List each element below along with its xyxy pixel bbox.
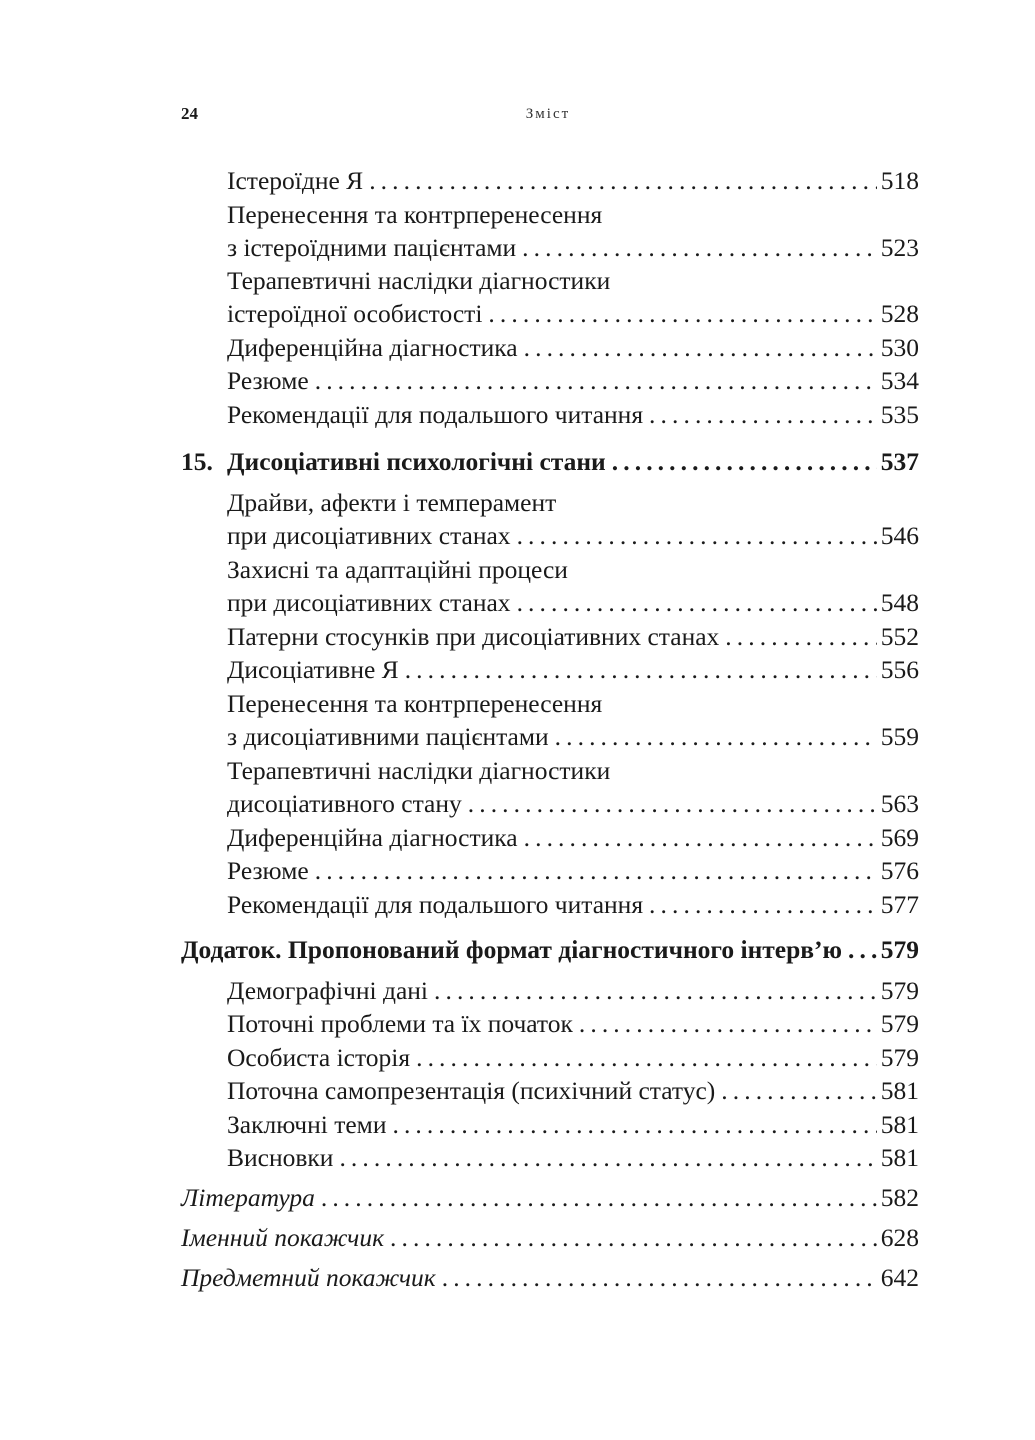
- dot-leader: [488, 297, 876, 331]
- dot-leader: [725, 620, 876, 654]
- dot-leader: [339, 1141, 876, 1175]
- toc-entry: [227, 653, 919, 687]
- toc-page-number: 642: [880, 1263, 919, 1292]
- toc-entry-title: [227, 519, 511, 553]
- toc-entry: [181, 1181, 919, 1215]
- toc-entry-title-text: Рекомендації для подальшого читання: [227, 890, 644, 919]
- dot-leader: [524, 821, 877, 855]
- toc-entry-title: [227, 1141, 333, 1175]
- toc-entry-title: [227, 821, 518, 855]
- toc-entry-title: [227, 1041, 410, 1075]
- toc-page-number: 523: [880, 233, 919, 262]
- toc-page-number: 581: [880, 1076, 919, 1105]
- toc-entry: [227, 620, 919, 654]
- toc-page-number: 581: [880, 1143, 919, 1172]
- toc-entry-title: [227, 1108, 386, 1142]
- toc-entry: [181, 1261, 919, 1295]
- toc-entry-title: [227, 888, 643, 922]
- dot-leader: [721, 1074, 876, 1108]
- toc-entry-title-text: Резюме: [227, 856, 309, 885]
- toc-entry-title-text: Особиста історія: [227, 1043, 411, 1072]
- dot-leader: [524, 331, 877, 365]
- dot-leader: [442, 1261, 877, 1295]
- toc-entry-title: [227, 297, 482, 331]
- toc-page-number: 579: [880, 1009, 919, 1038]
- dot-leader: [649, 888, 877, 922]
- toc-entry: [227, 398, 919, 432]
- toc-entry: [181, 1221, 919, 1255]
- toc-entry: [227, 1074, 919, 1108]
- toc-page-number: 579: [880, 1043, 919, 1072]
- toc-entry: [181, 933, 919, 967]
- toc-entry-title-line: Захисні та адаптаційні процеси: [227, 555, 568, 584]
- toc-page-number: 569: [880, 823, 919, 852]
- toc-entry-title-line: Терапевтичні наслідки діагностики: [227, 756, 611, 785]
- toc-entry-title-text: Демографічні дані: [227, 976, 428, 1005]
- dot-leader: [522, 231, 877, 265]
- toc-entry: [227, 854, 919, 888]
- toc-entry: [227, 888, 919, 922]
- toc-entry-title: [227, 331, 518, 365]
- toc-entry-title: [227, 1007, 573, 1041]
- toc-page-number: 537: [880, 447, 919, 476]
- toc-page-number: 576: [880, 856, 919, 885]
- toc-entry-title-text: дисоціативного стану: [227, 789, 462, 818]
- toc-entry-title-text: Поточна самопрезентація (психічний статус): [227, 1076, 716, 1105]
- dot-leader: [392, 1108, 876, 1142]
- toc-entry: [227, 974, 919, 1008]
- toc-page-number: 534: [880, 366, 919, 395]
- dot-leader: [517, 586, 877, 620]
- page-number: 24: [181, 104, 198, 123]
- toc-entry: [227, 231, 919, 265]
- dot-leader: [579, 1007, 877, 1041]
- toc-entry-title: [227, 164, 363, 198]
- toc-page-number: 552: [880, 622, 919, 651]
- toc-entry-title-text: з дисоціативними пацієнтами: [227, 722, 549, 751]
- toc-entry-title: [227, 364, 309, 398]
- toc-entry-title: [181, 933, 842, 967]
- toc-entry-title: [227, 787, 462, 821]
- toc-entry: [227, 331, 919, 365]
- toc-entry-title-text: Дисоціативні психологічні стани: [227, 447, 606, 476]
- toc-page-number: 579: [880, 976, 919, 1005]
- toc-entry: [227, 586, 919, 620]
- toc-page-number: 559: [880, 722, 919, 751]
- toc-entry: [227, 519, 919, 553]
- toc-entry-title: [227, 854, 309, 888]
- toc-entry: [181, 445, 919, 479]
- toc-entry: [227, 821, 919, 855]
- toc-entry: [227, 164, 919, 198]
- toc-entry: [227, 297, 919, 331]
- page-header: [0, 100, 1035, 130]
- toc-page-number: 530: [880, 333, 919, 362]
- toc-page-number: 563: [880, 789, 919, 818]
- toc-entry: [227, 1108, 919, 1142]
- toc-entry-title: [227, 398, 643, 432]
- toc-page-number: 518: [880, 166, 919, 195]
- dot-leader: [848, 933, 877, 967]
- toc-entry-title: [181, 1221, 384, 1255]
- dot-leader: [416, 1041, 877, 1075]
- dot-leader: [390, 1221, 877, 1255]
- toc-entry-title-text: Іменний покажчик: [181, 1223, 385, 1252]
- toc-entry: [227, 1007, 919, 1041]
- toc-entry-title-text: Резюме: [227, 366, 309, 395]
- dot-leader: [315, 364, 877, 398]
- chapter-number: 15.: [181, 447, 213, 476]
- dot-leader: [555, 720, 877, 754]
- toc-page-number: 582: [880, 1183, 919, 1212]
- toc-entry-title-line: Терапевтичні наслідки діагностики: [227, 266, 611, 295]
- toc-page-number: 556: [880, 655, 919, 684]
- toc-entry-title-text: Висновки: [227, 1143, 334, 1172]
- toc-page-number: 548: [880, 588, 919, 617]
- dot-leader: [315, 854, 877, 888]
- dot-leader: [405, 653, 877, 687]
- dot-leader: [517, 519, 877, 553]
- toc-entry-title: [227, 231, 516, 265]
- toc-entry-title-text: при дисоціативних станах: [227, 588, 511, 617]
- toc-entry-title-text: Дисоціативне Я: [227, 655, 399, 684]
- toc-entry-title: [227, 974, 428, 1008]
- toc-entry-title-text: з істероїдними пацієнтами: [227, 233, 517, 262]
- dot-leader: [468, 787, 877, 821]
- toc-entry-title: [227, 720, 549, 754]
- toc-entry-title-line: Драйви, афекти і темперамент: [227, 488, 557, 517]
- toc-entry-title: [227, 653, 399, 687]
- dot-leader: [321, 1181, 877, 1215]
- toc-entry-title-line: Перенесення та контрперенесення: [227, 200, 603, 229]
- toc-entry-title: [181, 445, 606, 479]
- running-head: Зміст: [525, 106, 571, 122]
- toc-entry-title: [227, 586, 511, 620]
- toc-page-number: 546: [880, 521, 919, 550]
- toc-entry-title-text: Література: [181, 1183, 315, 1212]
- toc-entry-title: [181, 1261, 436, 1295]
- toc-entry-title-text: Предметний покажчик: [181, 1263, 436, 1292]
- toc-page-number: 581: [880, 1110, 919, 1139]
- toc-entry-title-text: Заключні теми: [227, 1110, 387, 1139]
- toc-entry-title: [181, 1181, 315, 1215]
- toc-page-number: 628: [880, 1223, 919, 1252]
- toc-entry: [227, 787, 919, 821]
- toc-page-number: 577: [880, 890, 919, 919]
- toc-entry: [227, 1041, 919, 1075]
- toc-entry-title: [227, 1074, 715, 1108]
- toc-entry-title-text: Істероїдне Я: [227, 166, 364, 195]
- toc-entry-title: [227, 620, 719, 654]
- toc-entry: [227, 364, 919, 398]
- toc-entry-title-text: Диференційна діагностика: [227, 333, 518, 362]
- dot-leader: [612, 445, 877, 479]
- toc-entry-title-text: Диференційна діагностика: [227, 823, 518, 852]
- dot-leader: [649, 398, 877, 432]
- toc-entry-title-text: Поточні проблеми та їх початок: [227, 1009, 573, 1038]
- toc-entry-title-text: Додаток. Пропонований формат діагностичного інтерв’ю: [181, 935, 843, 964]
- toc-page-number: 528: [880, 299, 919, 328]
- toc-entry-title-text: істероїдної особистості: [227, 299, 483, 328]
- toc-entry-title-text: при дисоціативних станах: [227, 521, 511, 550]
- toc-entry: [227, 1141, 919, 1175]
- toc-entry-title-text: Патерни стосунків при дисоціативних станах: [227, 622, 720, 651]
- toc-entry: [227, 720, 919, 754]
- toc-entry-title-text: Рекомендації для подальшого читання: [227, 400, 644, 429]
- dot-leader: [369, 164, 877, 198]
- toc-page-number: 579: [880, 935, 919, 964]
- toc-page-number: 535: [880, 400, 919, 429]
- dot-leader: [434, 974, 877, 1008]
- toc-entry-title-line: Перенесення та контрперенесення: [227, 689, 603, 718]
